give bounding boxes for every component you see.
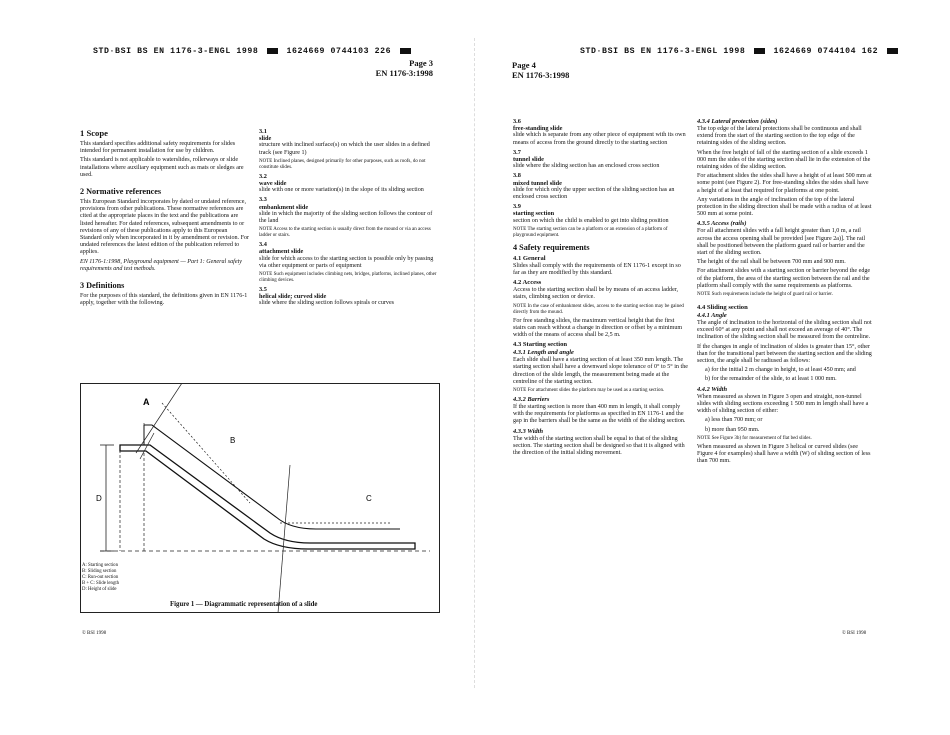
section-note: NOTE For attachment slides the platform may be used as a starting section. bbox=[513, 388, 665, 394]
definition-number: 3.4 bbox=[259, 241, 267, 249]
section-note: NOTE See Figure 3b) for measurement of flat bed slides. bbox=[697, 435, 812, 441]
section-text: Each slide shall have a starting section of at least 350 mm length. The starting section shall have a downward slope tolerance of 0° to 5° in the direction of the slide length, the measurement being made at the centreline of the starting section. bbox=[513, 357, 688, 385]
figure-label-c: C bbox=[366, 494, 372, 503]
definition-note: NOTE Such equipment includes climbing nets, bridges, platforms, inclined planes, other climbing devices. bbox=[259, 272, 437, 284]
definition-note: NOTE The starting section can be a platform or an extension of a platform of playground equipment. bbox=[513, 226, 668, 238]
section-text: For all attachment slides with a fall height greater than 1,0 m, a rail across the access opening shall be provided [see Figure 2a)]. The rail shall be positioned between the platform guard rail or barrier and the start of the sliding section. bbox=[697, 228, 866, 257]
definition-number: 3.3 bbox=[259, 196, 267, 204]
section-note: NOTE Such requirements include the height of guard rail or barrier. bbox=[697, 292, 833, 298]
definition-term: embankment slide bbox=[259, 203, 309, 211]
definition-text: slide where the sliding section has an enclosed cross section bbox=[513, 163, 660, 170]
safety-requirements-heading: 4 Safety requirements bbox=[513, 242, 590, 252]
list-item: b) for the remainder of the slide, to at least 1 000 mm. bbox=[705, 376, 837, 383]
definition-term: attachment slide bbox=[259, 248, 304, 256]
definition-note: NOTE Access to the starting section is usually direct from the mound or via an access ladder or stairs. bbox=[259, 227, 431, 239]
section-text: When measured as shown in Figure 3 open and straight, non-tunnel slides with sliding sections exceeding 1 500 mm in length shall have a width of sliding section of either: bbox=[697, 393, 869, 415]
scope-heading: 1 Scope bbox=[80, 128, 108, 138]
definition-text: section on which the child is enabled to get into sliding position bbox=[513, 217, 669, 224]
definition-text: slide in which the majority of the sliding section follows the contour of the land bbox=[259, 210, 433, 225]
section-heading: 4.4 Sliding section bbox=[697, 304, 748, 312]
definition-term: slide bbox=[259, 135, 272, 143]
section-text: For attachment slides the sides shall have a height of at least 500 mm at some point (see Figure 2). For free-standing slides the sides shall have a height of at least that required for platforms at one point. bbox=[697, 173, 872, 194]
definition-text: slide where the sliding section follows spirals or curves bbox=[259, 300, 395, 307]
section-note: NOTE In the case of embankment slides, access to the starting section may be gained directly from the mound. bbox=[513, 303, 684, 315]
legend-item: B + C: Slide length bbox=[82, 581, 120, 587]
list-item: b) more than 950 mm. bbox=[705, 426, 760, 433]
right-column-2 bbox=[697, 118, 872, 467]
section-text: For free standing slides, the maximum vertical height that the first stairs can reach without a change in direction or offset by a minimum width of the means of access shall be 2,5 m. bbox=[513, 317, 683, 339]
right-standard-ref: EN 1176-3:1998 bbox=[512, 70, 570, 80]
section-text: The top edge of the lateral protections shall be continuous and shall extend from the start of the starting section to the top edge of the retaining sides of the sliding section. bbox=[697, 126, 862, 147]
section-text: Access to the starting section shall be by means of an access ladder, stairs, climbing section or device. bbox=[513, 287, 679, 301]
normative-references-heading: 2 Normative references bbox=[80, 187, 162, 197]
definition-term: free-standing slide bbox=[513, 125, 563, 133]
definition-term: helical slide; curved slide bbox=[259, 293, 327, 301]
section-text: If the starting section is more than 400 mm in length, it shall comply with the requirements for platforms as specified in EN 1176-1 and the gap in the barriers shall be the same as the width of the sliding section. bbox=[513, 404, 686, 425]
legend-item: B: Sliding section bbox=[82, 569, 117, 575]
section-text: The angle of inclination to the horizontal of the sliding section shall not exceed 60° at any point and shall not exceed an average of 40°. The inclination of the sliding section shall be measured from the centreline. bbox=[697, 320, 872, 341]
definition-number: 3.8 bbox=[513, 172, 521, 180]
left-header-code bbox=[93, 47, 414, 56]
normative-references-paragraph: This European Standard incorporates by dated or undated reference, provisions from other publications. These normative references are cited at the appropriate places in the text and the publications are listed hereafter. For dated references, subsequent amendments to or revisions of any of these publications apply to this European Standard only when incorporated in it by amendment or revision. For undated references the latest edition of the publication referred to applies. bbox=[80, 199, 250, 256]
section-heading: 4.2 Access bbox=[513, 279, 542, 287]
normative-references-citation: EN 1176-1:1998, Playground equipment — Part 1: General safety requirements and test methods. bbox=[80, 258, 242, 272]
left-footer: © BSI 1998 bbox=[82, 631, 107, 636]
section-text: When measured as shown in Figure 3 helical or curved slides (see Figure 4 for examples) shall have a width (W) of sliding section of less than 700 mm. bbox=[697, 443, 871, 465]
definition-text: slide which is separate from any other piece of equipment with its own means of access from the ground directly to the starting section bbox=[513, 132, 686, 146]
left-header-code-text: STD·BSI BS EN 1176-3-ENGL 1998 bbox=[93, 47, 259, 56]
right-page-label: Page 4 bbox=[512, 60, 536, 70]
legend-item: C: Run-out section bbox=[82, 575, 119, 581]
definition-number: 3.2 bbox=[259, 172, 267, 180]
definition-number: 3.7 bbox=[513, 148, 521, 156]
section-text: Slides shall comply with the requirements of EN 1176-1 except in so far as they are modified by this standard. bbox=[513, 262, 681, 277]
definition-number: 3.6 bbox=[513, 118, 521, 125]
definition-number: 3.5 bbox=[259, 286, 267, 294]
left-standard-ref: EN 1176-3:1998 bbox=[375, 68, 433, 78]
right-column-1 bbox=[513, 118, 688, 459]
subsection-heading: 4.3.3 Width bbox=[513, 427, 544, 435]
definition-term: tunnel slide bbox=[513, 156, 544, 164]
left-column-2 bbox=[259, 128, 437, 310]
definitions-paragraph: For the purposes of this standard, the definitions given in EN 1176-1 apply, together with the following. bbox=[80, 293, 248, 307]
section-text: For attachment slides with a starting section or barrier beyond the edge of the platform, the area of the starting section between the rail and the platform shall comply with the same requirements as platforms. bbox=[697, 268, 871, 289]
right-header-code bbox=[580, 47, 901, 56]
definitions-heading: 3 Definitions bbox=[80, 281, 125, 291]
section-text: The height of the rail shall be between 700 mm and 900 mm. bbox=[697, 259, 846, 266]
subsection-heading: 4.4.2 Width bbox=[697, 385, 728, 393]
definition-note: NOTE Inclined planes, designed primarily for other purposes, such as roofs, do not constitute slides. bbox=[259, 158, 426, 170]
figure-label-b: B bbox=[230, 436, 236, 445]
subsection-heading: 4.3.4 Lateral protection (sides) bbox=[697, 118, 778, 125]
header-bar-icon bbox=[754, 48, 765, 54]
subsection-heading: 4.4.1 Angle bbox=[697, 312, 727, 320]
section-text: When the free height of fall of the starting section of a slide exceeds 1 000 mm the sides of the starting section shall lie in the extension of the retaining sides of the sliding section. bbox=[697, 149, 871, 171]
figure-caption: Figure 1 — Diagrammatic representation of a slide bbox=[170, 601, 318, 608]
slide-diagram bbox=[80, 383, 440, 613]
left-column-1 bbox=[80, 128, 250, 309]
right-footer: © BSI 1998 bbox=[842, 631, 867, 636]
section-text: Any variations in the angle of inclination of the top of the lateral protection in the sliding direction shall be made with a radius of at least 500 mm at some point. bbox=[697, 196, 872, 218]
right-page-header bbox=[512, 60, 569, 80]
figure-label-a: A bbox=[143, 397, 150, 407]
header-bar-icon bbox=[887, 48, 898, 54]
section-heading: 4.3 Starting section bbox=[513, 341, 568, 349]
right-header-code-text: STD·BSI BS EN 1176-3-ENGL 1998 bbox=[580, 47, 746, 56]
page-gutter bbox=[474, 38, 475, 688]
header-bar-icon bbox=[267, 48, 278, 54]
figure-frame bbox=[81, 384, 440, 613]
definition-term: wave slide bbox=[259, 180, 287, 188]
header-bar-icon bbox=[400, 48, 411, 54]
definition-number: 3.9 bbox=[513, 203, 521, 211]
right-header-code-tail: 1624669 0744104 162 bbox=[773, 47, 879, 56]
subsection-heading: 4.3.1 Length and angle bbox=[513, 349, 574, 357]
figure-legend bbox=[82, 563, 119, 593]
subsection-heading: 4.3.2 Barriers bbox=[513, 396, 550, 404]
definition-text: slide for which only the upper section of the sliding section has an enclosed cross section bbox=[513, 186, 675, 201]
legend-item: A: Starting section bbox=[82, 563, 118, 568]
subsection-heading: 4.3.5 Access (rails) bbox=[697, 220, 747, 228]
definition-text: slide with one or more variation(s) in the slope of its sliding section bbox=[259, 187, 424, 194]
list-item: a) less than 700 mm; or bbox=[705, 417, 763, 424]
legend-item: D: Height of slide bbox=[82, 587, 117, 593]
definition-text: structure with inclined surface(s) on which the user slides in a defined track (see Figure 1) bbox=[259, 142, 430, 156]
left-page-header bbox=[373, 58, 433, 78]
definition-term: mixed tunnel slide bbox=[513, 179, 562, 187]
definition-term: starting section bbox=[513, 210, 555, 218]
scope-paragraph: This standard is not applicable to waterslides, rollerways or slide installations where auxiliary equipment such as mats or sledges are used. bbox=[80, 157, 244, 178]
section-heading: 4.1 General bbox=[513, 254, 546, 262]
scope-paragraph: This standard specifies additional safety requirements for slides intended for permanent installation for use by children. bbox=[80, 141, 236, 155]
left-page-label: Page 3 bbox=[409, 58, 433, 68]
section-text: The width of the starting section shall be equal to that of the sliding section. The starting section shall be designed so that it is aligned with the direction of the initial sliding movement. bbox=[513, 435, 685, 457]
list-item: a) for the initial 2 m change in height, to at least 450 mm; and bbox=[705, 367, 856, 374]
definition-text: slide for which access to the starting section is possible only by passing via other equipment or parts of equipment bbox=[259, 255, 434, 269]
left-header-code-tail: 1624669 0744103 226 bbox=[286, 47, 392, 56]
definition-number: 3.1 bbox=[259, 128, 267, 135]
section-text: If the changes in angle of inclination of slides is greater than 15°, other than for the transitional part between the starting section and the sliding section, the angle shall be radiused as follows: bbox=[697, 343, 872, 365]
figure-label-d: D bbox=[96, 494, 102, 503]
